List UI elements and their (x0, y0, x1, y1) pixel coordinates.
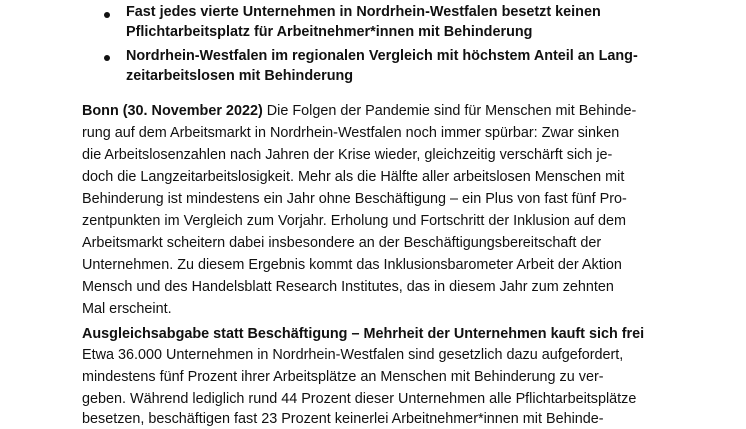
paragraph-line: rung auf dem Arbeitsmarkt in Nordrhein-Westfalen noch immer spürbar: Zwar sinken (82, 125, 620, 141)
paragraph-line: Etwa 36.000 Unternehmen in Nordrhein-Westfalen sind gesetzlich dazu aufgefordert, (82, 347, 624, 363)
paragraph-line: Behinderung ist mindestens ein Jahr ohne Beschäftigung – ein Plus von fast fünf Pro- (82, 191, 627, 207)
paragraph-line: besetzen, beschäftigen fast 23 Prozent keinerlei Arbeitnehmer*innen mit Behinde- (82, 411, 604, 427)
paragraph-line: Unternehmen. Zu diesem Ergebnis kommt das Inklusionsbarometer Arbeit der Aktion (82, 257, 622, 273)
paragraph-line: doch die Langzeitarbeitslosigkeit. Mehr als die Hälfte aller arbeitslosen Menschen mit (82, 169, 625, 185)
dateline: Bonn (30. November 2022) (82, 103, 263, 119)
paragraph-line: Mal erscheint. (82, 301, 172, 317)
paragraph-line: Mensch und des Handelsblatt Research Institutes, das in diesem Jahr zum zehnten (82, 279, 614, 295)
bullet-line: Fast jedes vierte Unternehmen in Nordrhein-Westfalen besetzt keinen (126, 4, 601, 20)
bullet-line: Nordrhein-Westfalen im regionalen Vergleich mit höchstem Anteil an Lang- (126, 48, 638, 64)
paragraph-line (82, 101, 636, 121)
paragraph-line: die Arbeitslosenzahlen nach Jahren der Krise wieder, gleichzeitig verschärft sich je- (82, 147, 613, 163)
paragraph-text: Die Folgen der Pandemie sind für Menschen mit Behinde- (262, 103, 637, 119)
bullet-marker (104, 55, 110, 61)
paragraph-line: mindestens fünf Prozent ihrer Arbeitsplätze an Menschen mit Behinderung zu ver- (82, 369, 604, 385)
paragraph-line: geben. Während lediglich rund 44 Prozent dieser Unternehmen alle Pflichtarbeitsplätze (82, 391, 637, 407)
paragraph-line: Arbeitsmarkt scheitern dabei insbesondere an der Beschäftigungsbereitschaft der (82, 235, 602, 251)
bullet-marker (104, 12, 110, 18)
paragraph-line: zentpunkten im Vergleich zum Vorjahr. Erholung und Fortschritt der Inklusion auf dem (82, 213, 626, 229)
bullet-line: Pflichtarbeitsplatz für Arbeitnehmer*innen mit Behinderung (126, 24, 533, 40)
section-heading: Ausgleichsabgabe statt Beschäftigung – Mehrheit der Unternehmen kauft sich frei (82, 326, 645, 342)
bullet-line: zeitarbeitslosen mit Behinderung (126, 68, 354, 84)
